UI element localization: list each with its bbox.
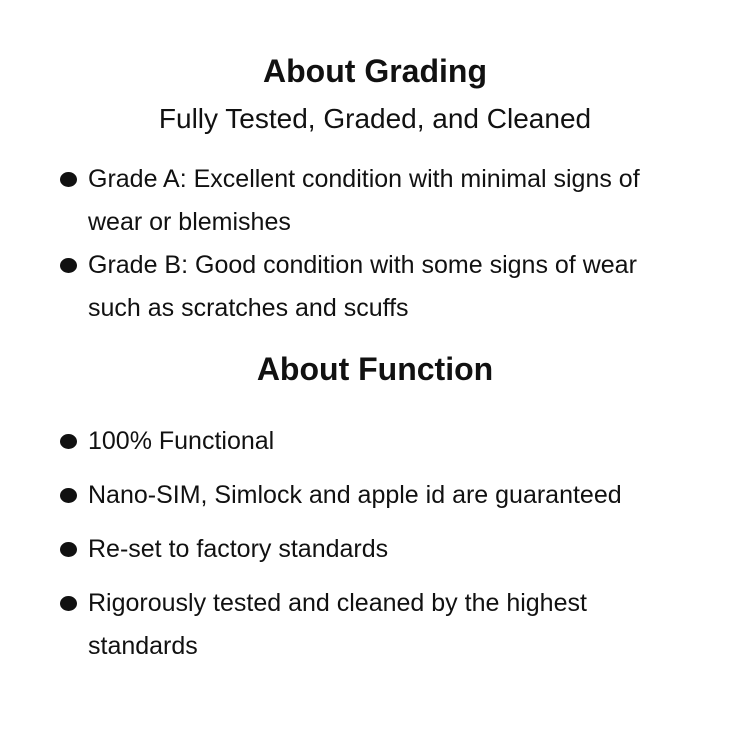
grading-subtitle: Fully Tested, Graded, and Cleaned <box>158 103 592 134</box>
grading-section-heading: About Grading <box>263 53 487 89</box>
list-item-text: Grade B: Good condition with some signs of wear such as scratches and scuffs <box>88 251 637 322</box>
list-item-text: Re-set to factory standards <box>88 535 389 563</box>
bullet-icon <box>60 488 77 503</box>
function-section-heading: About Function <box>256 351 494 387</box>
bullet-icon <box>60 542 77 557</box>
list-item <box>60 420 668 463</box>
function-bullet-list <box>60 420 668 668</box>
grading-bullet-list <box>60 158 668 330</box>
bullet-icon <box>60 258 77 273</box>
list-item <box>60 474 668 517</box>
list-item <box>60 582 668 668</box>
list-item <box>60 528 668 571</box>
list-item <box>60 158 668 244</box>
bullet-icon <box>60 172 77 187</box>
list-item-text: 100% Functional <box>88 427 275 455</box>
list-item <box>60 244 668 330</box>
bullet-icon <box>60 596 77 611</box>
list-item-text: Grade A: Excellent condition with minimal signs of wear or blemishes <box>88 165 640 236</box>
list-item-text: Nano-SIM, Simlock and apple id are guaranteed <box>88 481 622 509</box>
list-item-text: Rigorously tested and cleaned by the highest standards <box>88 589 587 660</box>
bullet-icon <box>60 434 77 449</box>
